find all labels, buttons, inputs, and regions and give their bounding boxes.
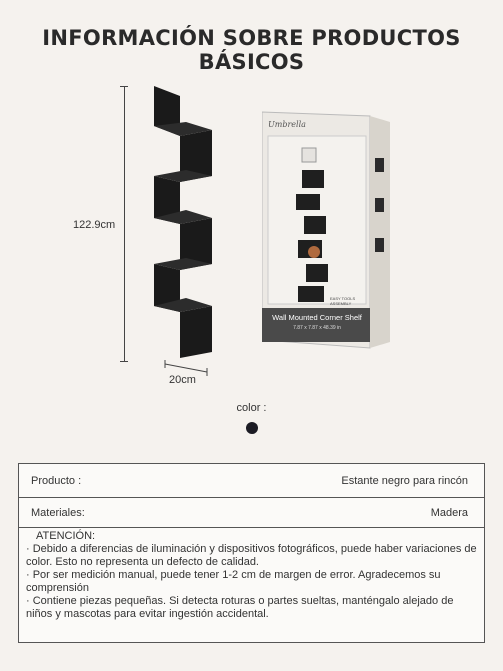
row-divider — [19, 527, 484, 528]
dimension-cap-top — [120, 86, 128, 87]
package-name: Wall Mounted Corner Shelf — [272, 313, 362, 322]
height-label: 122.9cm — [73, 219, 116, 231]
package-badge: EASY TOOLS ASSEMBLY — [330, 296, 356, 306]
height-dimension-line — [124, 86, 125, 362]
product-package — [262, 108, 390, 353]
package-size: 7.87 x 7.87 x 48.39 in — [293, 325, 341, 331]
note-item: · Contiene piezas pequeñas. Si detecta roturas o partes sueltas, manténgalo alejado de niños y mascotas para evitar ingestión accidental. — [26, 595, 454, 620]
page-title: INFORMACIÓN SOBRE PRODUCTOS BÁSICOS — [42, 26, 461, 74]
attention-heading: ATENCIÓN: — [36, 530, 96, 542]
width-label: 20cm — [169, 374, 196, 386]
corner-shelf-image — [146, 84, 218, 360]
color-swatch-black[interactable] — [246, 422, 258, 434]
package-logo: Umbrella — [268, 120, 306, 129]
color-label: color : — [236, 402, 267, 414]
row-divider — [19, 497, 484, 498]
product-value: Estante negro para rincón — [341, 475, 468, 487]
note-item: · Por ser medición manual, puede tener 1-2 cm de margen de error. Agradecemos su comprensión — [26, 569, 441, 594]
product-key: Producto : — [31, 475, 82, 487]
materials-key: Materiales: — [31, 507, 85, 519]
attention-notes — [26, 530, 478, 621]
note-item: · Debido a diferencias de iluminación y dispositivos fotográficos, puede haber variaciones de color. Esto no representa un defecto de calidad. — [26, 543, 477, 568]
materials-value: Madera — [430, 507, 468, 519]
info-table — [18, 463, 485, 643]
dimension-cap-bottom — [120, 361, 128, 362]
